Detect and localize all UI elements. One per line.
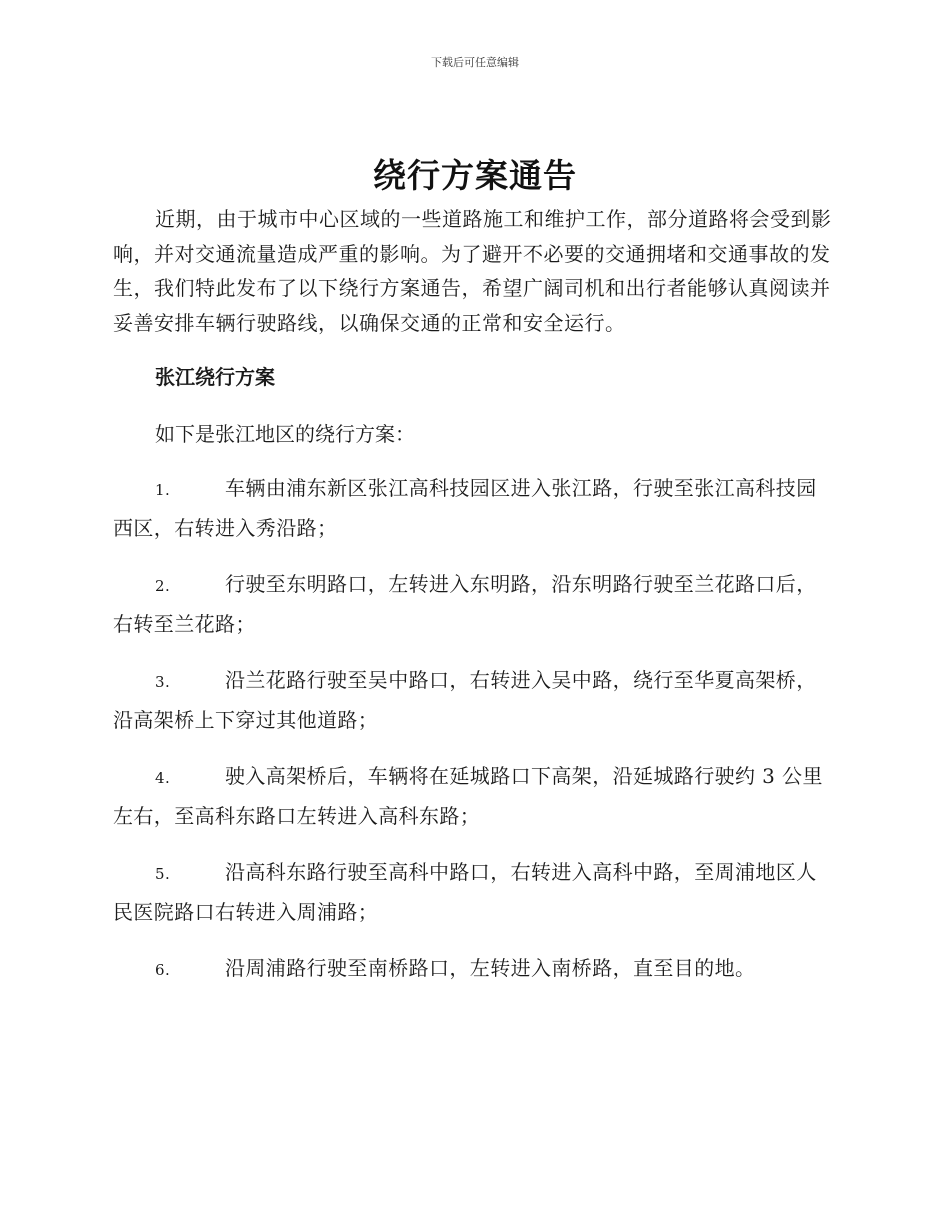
list-item <box>113 949 835 989</box>
list-item <box>113 661 835 739</box>
list-item <box>113 469 835 547</box>
list-item-number: 3. <box>155 673 171 691</box>
list-item-text: 行驶至东明路口，左转进入东明路，沿东明路行驶至兰花路口后，右转至兰花路； <box>113 572 817 636</box>
list-item-number: 5. <box>155 865 171 883</box>
list-item <box>113 757 835 835</box>
header-note: 下载后可任意编辑 <box>431 56 519 69</box>
page-title: 绕行方案通告 <box>373 156 577 195</box>
list-item <box>113 853 835 931</box>
section-intro: 如下是张江地区的绕行方案： <box>155 421 415 446</box>
list-item-number: 1. <box>155 481 171 499</box>
list-item-number: 2. <box>155 577 171 595</box>
intro-paragraph: 近期，由于城市中心区域的一些道路施工和维护工作，部分道路将会受到影响，并对交通流量造成严重的影响。为了避开不必要的交通拥堵和交通事故的发生，我们特此发布了以下绕行方案通告，希望广阔司机和出行者能够认真阅读并妥善安排车辆行驶路线，以确保交通的正常和安全运行。 <box>113 207 832 335</box>
list-item-number: 6. <box>155 961 171 979</box>
list-item-number: 4. <box>155 769 171 787</box>
document-body <box>113 202 835 989</box>
list-item <box>113 565 835 643</box>
list-item-text: 沿高科东路行驶至高科中路口，右转进入高科中路，至周浦地区人民医院路口右转进入周浦路； <box>113 860 817 924</box>
list-item-text: 驶入高架桥后，车辆将在延城路口下高架，沿延城路行驶约 3 公里左右，至高科东路口左转进入高科东路； <box>113 764 823 828</box>
list-item-text: 沿周浦路行驶至南桥路口，左转进入南桥路，直至目的地。 <box>225 956 756 980</box>
list-item-text: 车辆由浦东新区张江高科技园区进入张江路，行驶至张江高科技园西区，右转进入秀沿路； <box>113 476 817 540</box>
section-heading: 张江绕行方案 <box>155 365 275 389</box>
list-item-text: 沿兰花路行驶至吴中路口，右转进入吴中路，绕行至华夏高架桥，沿高架桥上下穿过其他道路； <box>113 668 817 732</box>
